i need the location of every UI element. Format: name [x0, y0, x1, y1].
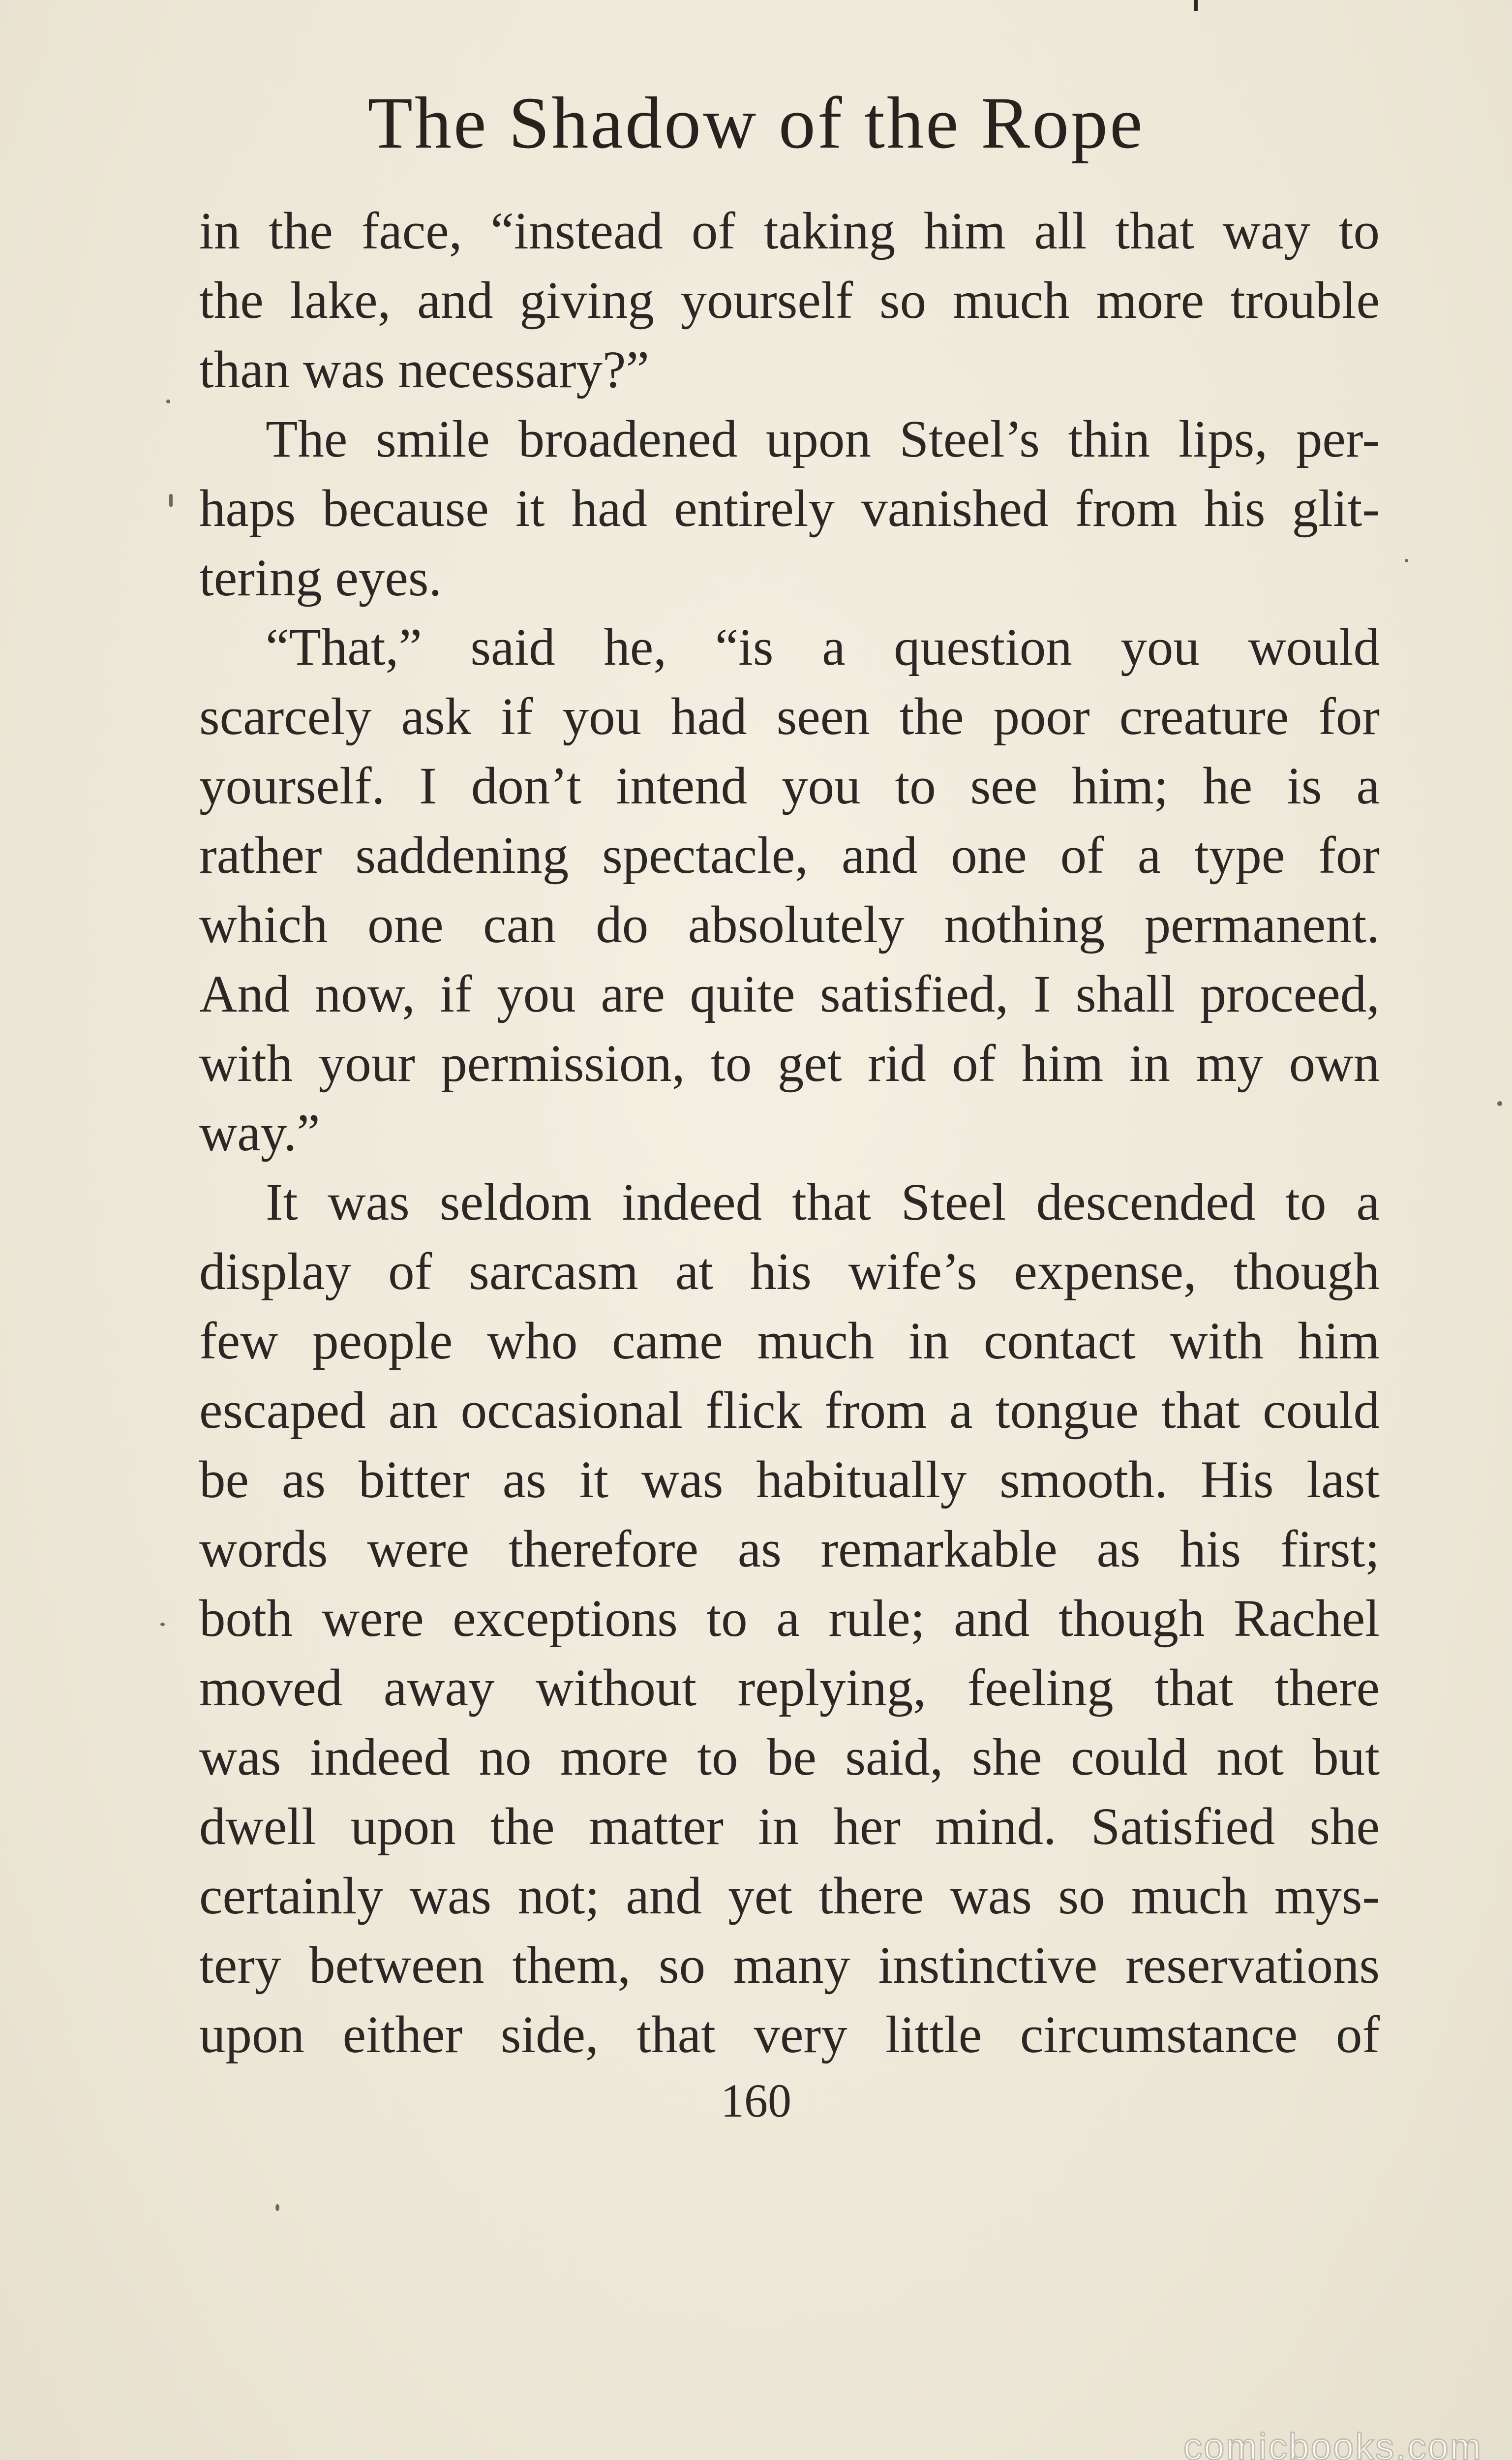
text-line: scarcely ask if you had seen the poor creature for: [199, 688, 1380, 746]
text-line: both were exceptions to a rule; and though Rachel: [199, 1590, 1380, 1648]
running-head: The Shadow of the Rope: [367, 82, 1145, 164]
ink-speck: [166, 400, 170, 403]
text-line: dwell upon the matter in her mind. Satisfied she: [199, 1798, 1380, 1856]
ink-speck: [1405, 559, 1408, 562]
text-line: display of sarcasm at his wife’s expense, though: [199, 1243, 1380, 1301]
ink-speck: [160, 1623, 165, 1626]
text-line: few people who came much in contact with him: [199, 1312, 1380, 1370]
text-line: moved away without replying, feeling that there: [199, 1659, 1380, 1717]
text-line: escaped an occasional flick from a tongue that could: [199, 1382, 1380, 1440]
page-edge-mark: [1194, 0, 1198, 11]
ink-speck: [169, 494, 173, 507]
text-line: tering eyes.: [199, 549, 442, 607]
body-text: [199, 197, 1380, 2070]
text-line: haps because it had entirely vanished from his glit-: [199, 480, 1380, 538]
text-line: The smile broadened upon Steel’s thin lips, per-: [266, 410, 1380, 468]
text-line: with your permission, to get rid of him in my own: [199, 1035, 1380, 1093]
text-line: the lake, and giving yourself so much more trouble: [199, 272, 1380, 330]
text-line: tery between them, so many instinctive reservations: [199, 1937, 1380, 1995]
ink-speck: [275, 2204, 279, 2211]
text-line: way.”: [199, 1104, 320, 1162]
text-line: rather saddening spectacle, and one of a type for: [199, 827, 1380, 885]
text-line: was indeed no more to be said, she could not but: [199, 1728, 1380, 1786]
page-number: 160: [721, 2074, 791, 2127]
text-line: words were therefore as remarkable as his first;: [199, 1520, 1380, 1578]
text-line: It was seldom indeed that Steel descended to a: [266, 1173, 1380, 1231]
text-line: than was necessary?”: [199, 341, 649, 399]
text-line: be as bitter as it was habitually smooth. His last: [199, 1451, 1380, 1509]
text-line: yourself. I don’t intend you to see him; he is a: [199, 757, 1380, 815]
text-line: upon either side, that very little circumstance of: [199, 2006, 1380, 2064]
text-line: which one can do absolutely nothing permanent.: [199, 896, 1380, 954]
text-line: certainly was not; and yet there was so much mys-: [199, 1867, 1380, 1925]
text-line: “That,” said he, “is a question you would: [266, 618, 1380, 676]
ink-speck: [1497, 1101, 1502, 1106]
text-line: in the face, “instead of taking him all that way to: [199, 202, 1380, 260]
watermark: comicbooks.com: [1183, 2426, 1482, 2460]
text-line: And now, if you are quite satisfied, I shall proceed,: [199, 965, 1380, 1023]
